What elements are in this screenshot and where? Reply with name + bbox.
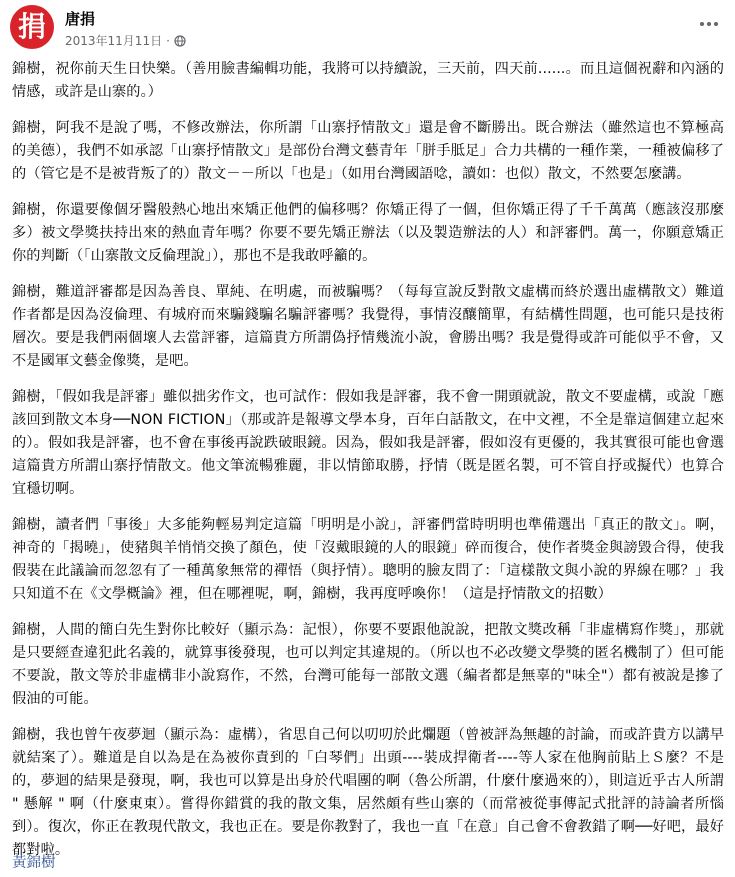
meta-separator: · — [166, 33, 170, 48]
post-paragraph-3: 錦樹，你還要像個牙醫般熱心地出來矯正他們的偏移嗎？你矯正得了一個，但你矯正得了千千萬萬（應該沒那麼多）被文學獎扶持出來的熱血青年嗎？你要不要先矯正辦法（以及製造辦法的人）和評審們。萬一，你願意矯正你的判斷（「山寨散文反倫理說」），那也不是我敢呼籲的。 — [12, 202, 724, 264]
globe-icon — [174, 35, 186, 47]
post-paragraph-6: 錦樹，讀者們「事後」大多能夠輕易判定這篇「明明是小說」，評審們當時明明也準備選出「真正的散文」。啊，神奇的「揭曉」，使豬與羊悄悄交換了顏色，使「沒戴眼鏡的人的眼鏡」碎而復合，使作者獎金與謗毀合得，使我假裝在此議論而忽忽有了一種萬象無常的禪悟（與抒情）。聰明的臉友問了：「這樣散文與小說的界線在哪？」我只知道不在《文學概論》裡，但在哪裡呢，啊，錦樹，我再度呼喚你！（這是抒情散文的招數） — [12, 517, 724, 602]
post-paragraph-5: 錦樹，「假如我是評審」雖似拙劣作文，也可試作：假如我是評審，我不會一開頭就說，散文不要虛構，或說「應該回到散文本身──NON FICTION」（那或許是報導文學本身，百年白話散文，在中文裡，不全是靠這個建立起來的）。假如我是評審，也不會在事後再說跌破眼鏡。因為，假如我是評審，假如沒有更優的，我其實很可能也會選這篇貴方所謂山寨抒情散文。他文筆流暢雅麗，非以情節取勝，抒情（既是匿名製，可不管自抒或擬代）也算合宜穩切啊。 — [12, 389, 724, 497]
tagged-person-link[interactable]: 黃錦樹 — [12, 855, 56, 871]
post-paragraph-7: 錦樹，人間的簡白先生對你比較好（顯示為：記恨），你要不要跟他說說，把散文獎改稱「非虛構寫作獎」，那就是只要經查違犯此名義的，就算事後發現，也可以判定其違規的。（所以也不必改變文學獎的匿名機制了）但可能不要說，散文等於非虛構非小說寫作，不然，台灣可能每一部散文選（編者都是無辜的"味全"）都有被說是摻了假油的可能。 — [12, 622, 724, 707]
avatar[interactable]: 捐 — [10, 5, 54, 49]
post-date[interactable]: 2013年11月11日 — [65, 34, 163, 48]
post-paragraph-2: 錦樹，阿我不是說了嗎，不修改辦法，你所謂「山寨抒情散文」還是會不斷勝出。既合辦法（雖然這也不算極高的美德），我們不如承認「山寨抒情散文」是部份台灣文藝青年「胼手胝足」合力共構的一種作業，一種被偏移了的（管它是不是被背叛了的）散文－－所以「也是」（如用台灣國語唸，讀如：也似）散文，不然要怎麼講。 — [12, 120, 724, 182]
post-body — [12, 58, 724, 875]
author-name[interactable]: 唐捐 — [65, 10, 96, 28]
post-paragraph-4: 錦樹，難道評審都是因為善良、單純、在明處，而被騙嗎？（每每宣說反對散文虛構而終於選出虛構散文）難道作者都是因為沒倫理、有城府而來騙錢騙名騙評審嗎？我覺得，事情沒釀簡單，有結構性問題，也可能只是技術層次。要是我們兩個壞人去當評審，這篇貴方所謂偽抒情幾流小說，會勝出嗎？我是覺得或許可能似乎不會，又不是國軍文藝金像獎，是吧。 — [12, 284, 724, 369]
more-options-icon[interactable] — [693, 12, 725, 36]
post-header — [0, 0, 735, 56]
post-meta — [65, 32, 186, 49]
post-paragraph-1: 錦樹，祝你前天生日快樂。（善用臉書編輯功能，我將可以持續說，三天前，四天前......。而且這個祝辭和內涵的情感，或許是山寨的。） — [12, 61, 724, 100]
post-paragraph-8: 錦樹，我也曾午夜夢迴（顯示為：虛構），省思自己何以叨叨於此爛題（曾被評為無趣的討論，而或許貴方以講早就結案了）。難道是自以為是在為被你責到的「白琴們」出頭----裝成捍衛者----等人家在他胸前貼上Ｓ麼？不是的，夢迴的結果是發現，啊，我也可以算是出身於代唱團的啊（魯公所謂，什麼什麼過來的），則這近乎古人所謂 " 懸解 " 啊（什麼東東）。嘗得你錯賞的我的散文集，居然頗有些山寨的（而常被從事傳記式批評的詩論者所惱到）。復次，你正在教現代散文，我也正在。要是你教對了，我也一直「在意」自己會不會教錯了啊──好吧，最好都對啦。 — [12, 727, 724, 858]
